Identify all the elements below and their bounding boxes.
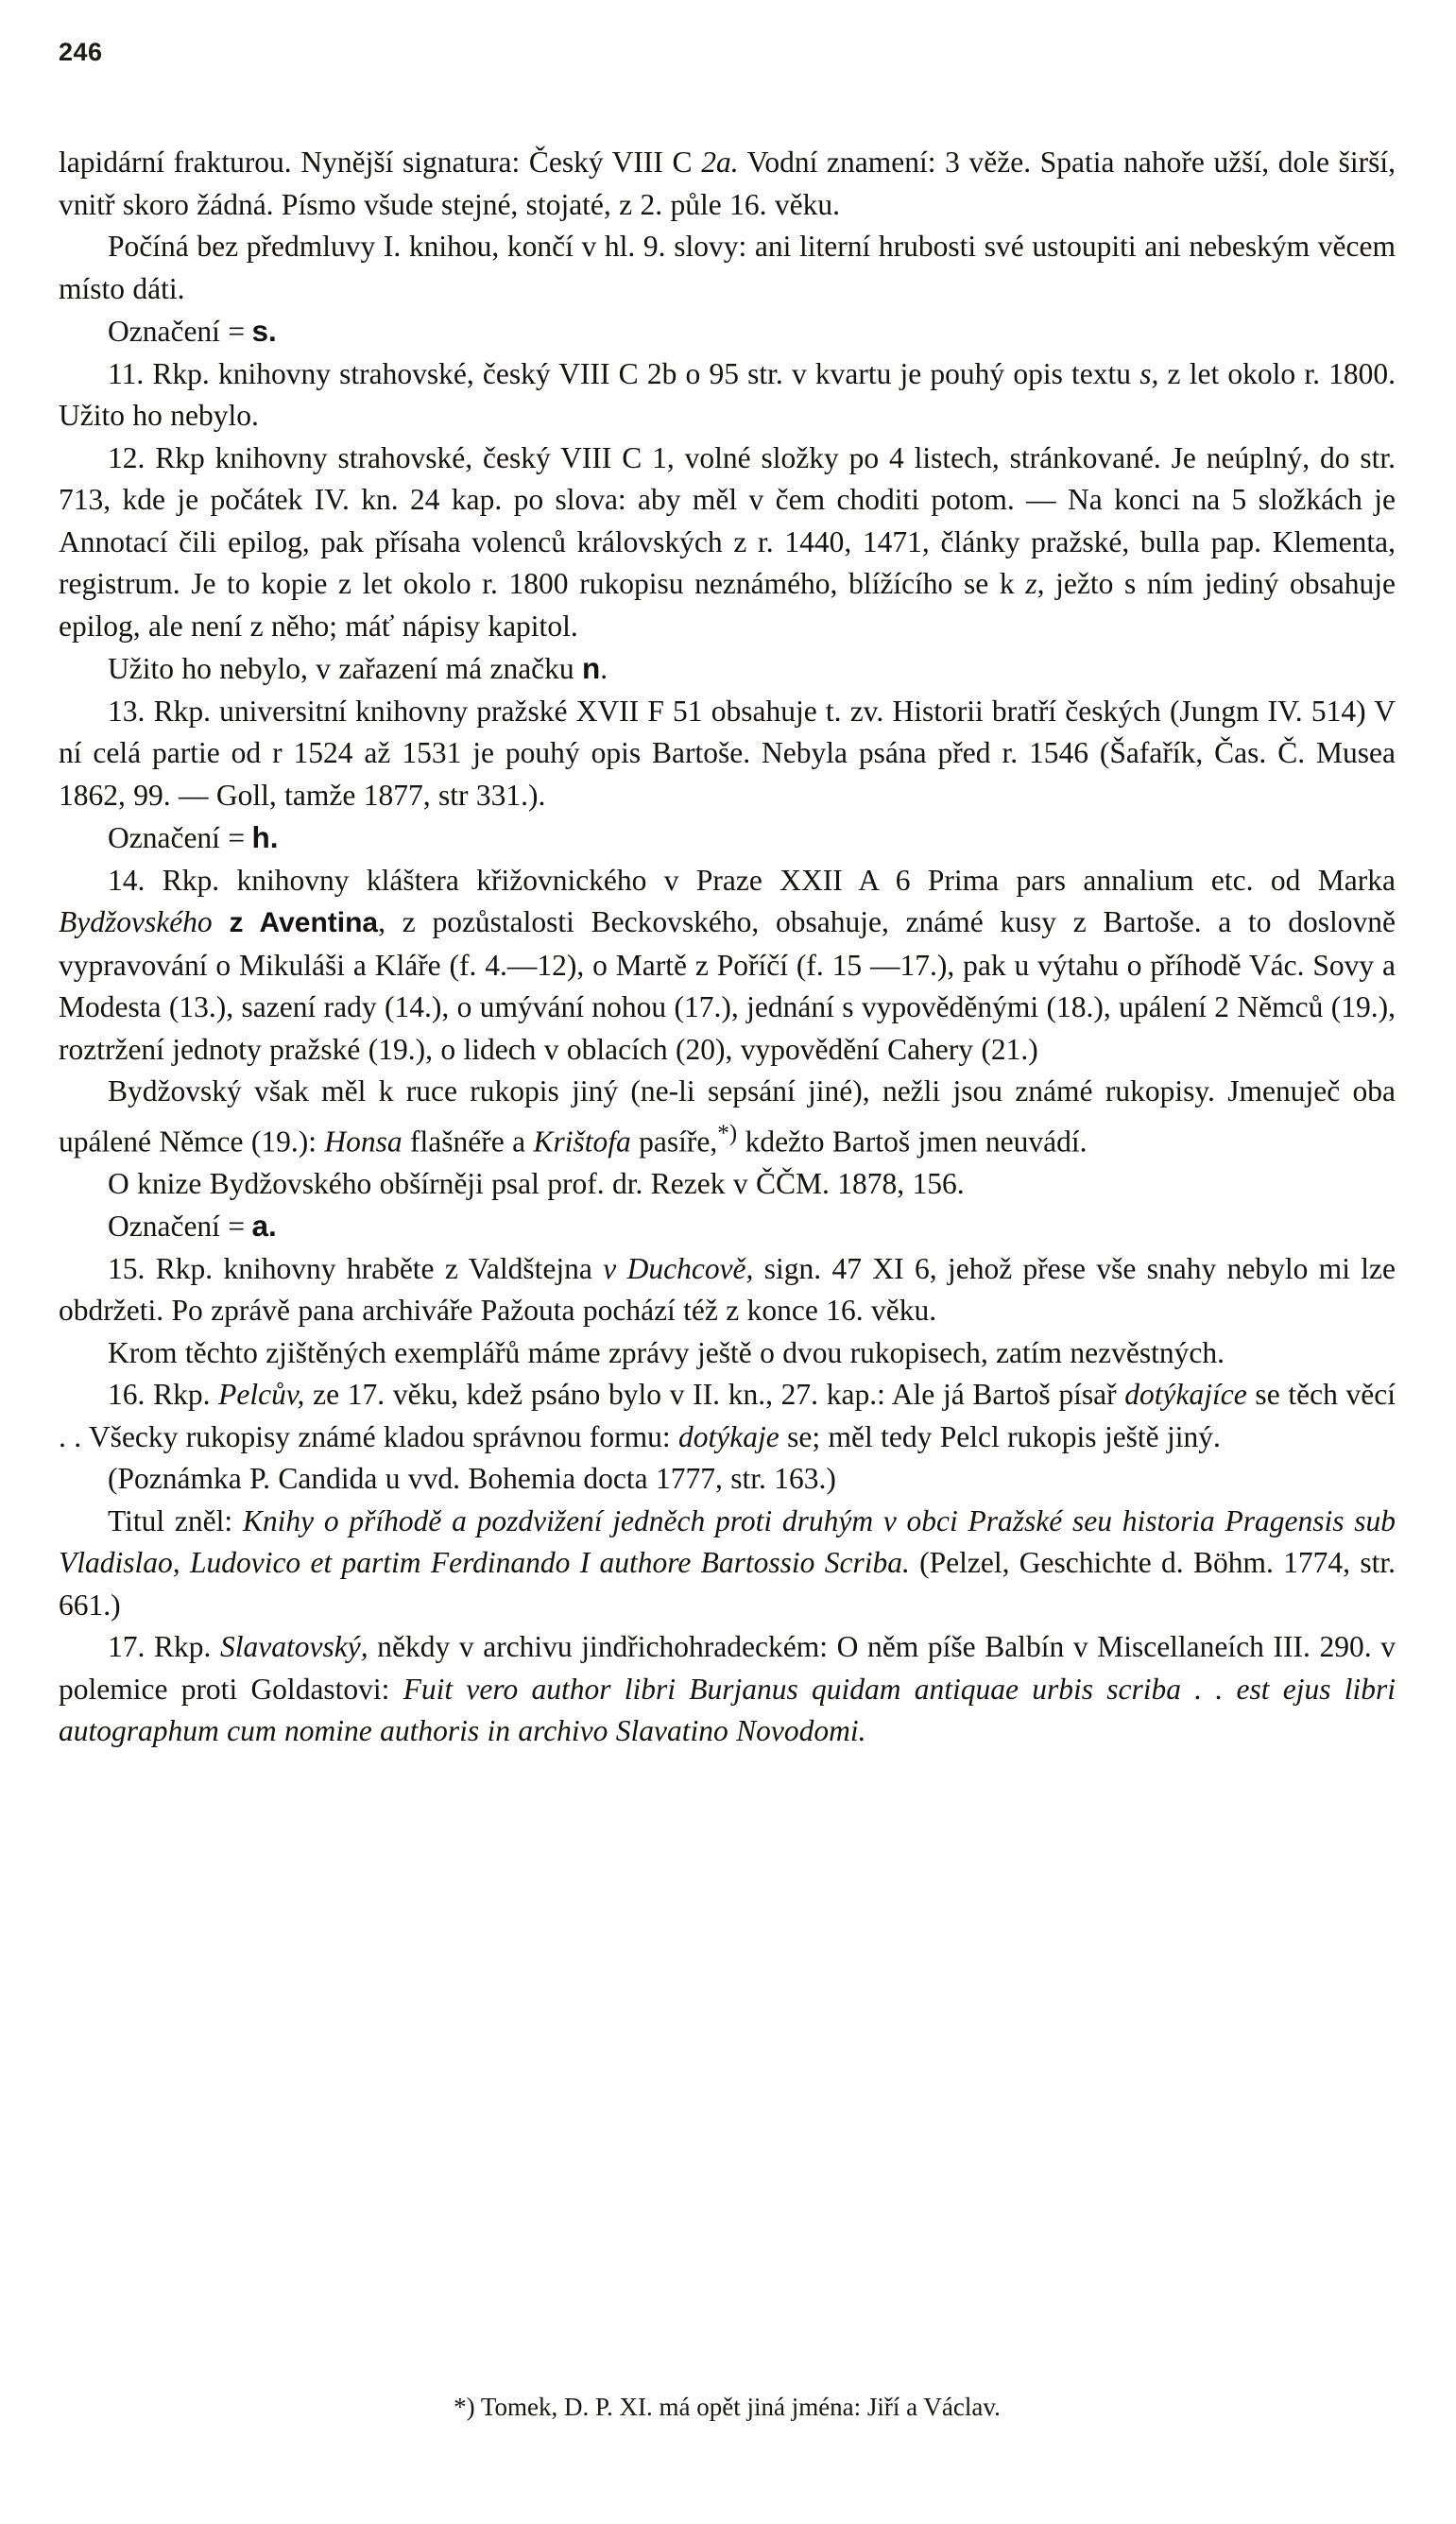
footnote xyxy=(59,2389,1396,2425)
paragraph-16: (Poznámka P. Candida u vvd. Bohemia docta 1777, str. 163.) xyxy=(108,1462,836,1495)
paragraph-2: Počíná bez předmluvy I. knihou, končí v hl. 9. slovy: ani literní hrubosti své ustoupiti ani nebeským věcem místo dáti. xyxy=(59,230,1396,305)
paragraph-1: lapidární frakturou. Nynější signatura: Český VIII C 2a. Vodní znamení: 3 věže. Spatia nahoře užší, dole širší, vnitř skoro žádná. Písmo všude stejné, stojaté, z 2. půle 16. věku. xyxy=(59,146,1396,221)
paragraph-9: 14. Rkp. knihovny kláštera křižovnického v Praze XXII A 6 Prima pars annalium etc. od Marka Bydžovského z Aventina, z pozůstalosti Beckovského, obsahuje, známé kusy z Bartoše. a to doslovně vypravování o Mikuláši a Kláře (f. 4.—12), o Martě z Poříčí (f. 15 —17.), pak u výtahu o příhodě Vác. Sovy a Modesta (13.), sazení rady (14.), o umývání nohou (17.), jednání s vypověděnými (18.), upálení 2 Němců (19.), roztržení jednoty pražské (19.), o lidech v oblacích (20), vypovědění Cahery (21.) xyxy=(59,863,1396,1066)
page-number: 246 xyxy=(59,38,103,66)
paragraph-4: 11. Rkp. knihovny strahovské, český VIII C 2b o 95 str. v kvartu je pouhý opis textu s, z let okolo r. 1800. Užito ho nebylo. xyxy=(59,356,1396,432)
paragraph-12: Označení = a. xyxy=(108,1209,277,1243)
paragraph-13: 15. Rkp. knihovny hraběte z Valdštejna v Duchcově, sign. 47 XI 6, jehož přese vše snahy nebylo mi lze obdržeti. Po zprávě pana archiváře Pažouta pochází též z konce 16. věku. xyxy=(59,1251,1396,1327)
page-body xyxy=(59,142,1396,1753)
footnote-text: *) Tomek, D. P. XI. má opět jiná jména: Jiří a Václav. xyxy=(454,2393,1001,2421)
paragraph-18: 17. Rkp. Slavatovský, někdy v archivu jindřichohradeckém: O něm píše Balbín v Miscellaneích III. 290. v polemice proti Goldastovi: Fuit vero author libri Burjanus quidam antiquae urbis scriba . . est ejus libri autographum cum nomine authoris in archivo Slavatino Novodomi. xyxy=(59,1630,1396,1747)
paragraph-11: O knize Bydžovského obšírněji psal prof. dr. Rezek v ČČM. 1878, 156. xyxy=(108,1166,965,1200)
paragraph-15: 16. Rkp. Pelcův, ze 17. věku, kdež psáno bylo v II. kn., 27. kap.: Ale já Bartoš písař dotýkajíce se těch věcí . . Všecky rukopisy známé kladou správnou formu: dotýkaje se; měl tedy Pelcl rukopis ještě jiný. xyxy=(59,1378,1396,1453)
paragraph-7: 13. Rkp. universitní knihovny pražské XVII F 51 obsahuje t. zv. Historii bratří českých (Jungm IV. 514) V ní celá partie od r 1524 až 1531 je pouhý opis Bartoše. Nebyla psána před r. 1546 (Šafařík, Čas. Č. Musea 1862, 99. — Goll, tamže 1877, str 331.). xyxy=(59,694,1396,812)
paragraph-3: Označení = s. xyxy=(108,314,277,348)
paragraph-5: 12. Rkp knihovny strahovské, český VIII C 1, volné složky po 4 listech, stránkované. Je neúplný, do str. 713, kde je počátek IV. kn. 24 kap. po slova: aby měl v čem choditi potom. — Na konci na 5 složkách je Annotací čili epilog, pak přísaha volenců královských z r. 1440, 1471, články pražské, bulla pap. Klementa, registrum. Je to kopie z let okolo r. 1800 rukopisu neznámého, blížícího se k z, ježto s ním jediný obsahuje epilog, ale není z něho; máť nápisy kapitol. xyxy=(59,440,1396,643)
paragraph-10: Bydžovský však měl k ruce rukopis jiný (ne-li sepsání jiné), nežli jsou známé rukopisy. Jmenuječ oba upálené Němce (19.): Honsa flašnéře a Krištofa pasíře,*) kdežto Bartoš jmen neuvádí. xyxy=(59,1074,1396,1158)
paragraph-17: Titul zněl: Knihy o příhodě a pozdvižení jedněch proti druhým v obci Pražské seu historia Pragensis sub Vladislao, Ludovico et partim Ferdinando I authore Bartossio Scriba. (Pelzel, Geschichte d. Böhm. 1774, str. 661.) xyxy=(59,1503,1396,1622)
paragraph-14: Krom těchto zjištěných exemplářů máme zprávy ještě o dvou rukopisech, zatím nezvěstných. xyxy=(108,1335,1225,1369)
paragraph-6: Užito ho nebylo, v zařazení má značku n. xyxy=(108,651,608,685)
paragraph-8: Označení = h. xyxy=(108,820,279,854)
